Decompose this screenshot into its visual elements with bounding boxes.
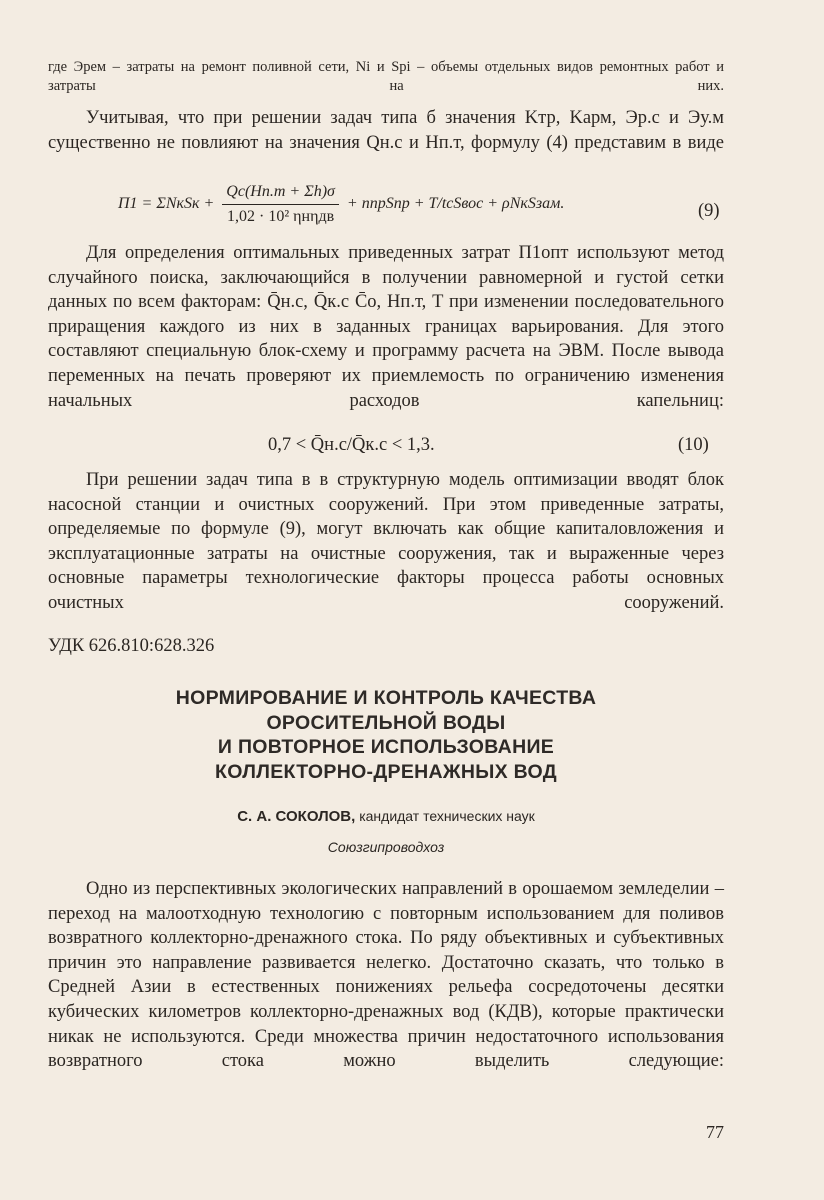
formula-9-denominator: 1,02 · 10² ηнηдв bbox=[227, 208, 335, 225]
equation-number-9: (9) bbox=[698, 201, 720, 221]
paragraph-4: Одно из перспективных экологических направлений в орошаемом земледелии – переход на малоотходную технологию с повторным использованием для поливов возвратного коллекторно-дренажного стока. По ряду объективных и субъективных причин это направление развивается нелегко. Достаточно сказать, что только в Средней Азии в естественных понижениях рельефа сосредоточены десятки кубических километров коллекторно-дренажных вод (КДВ), которые практически никак не используются. Среди множества причин недостаточного использования возвратного стока можно выделить следующие: bbox=[48, 879, 724, 1072]
formula-9-fraction bbox=[222, 182, 339, 227]
author-name: С. А. СОКОЛОВ, bbox=[237, 808, 356, 825]
formula-9-right: + nпрSпр + T/tсSвос + ρNкSзам. bbox=[346, 195, 565, 213]
article-title bbox=[48, 686, 724, 784]
author-line bbox=[48, 808, 724, 825]
article-title-line-4: КОЛЛЕКТОРНО-ДРЕНАЖНЫХ ВОД bbox=[215, 760, 557, 783]
paragraph-2: Для определения оптимальных приведенных затрат П1опт используют метод случайного поиска, заключающийся в получении равномерной и густой сетки данных по всем факторам: Q̄н.с, Q̄к.с C̄о, Hп.т, T при изменении последовательного приращения каждого из них в заданных границах варьирования. Для этого составляют специальную блок-схему и программу расчета на ЭВМ. После вывода переменных на печать проверяют их приемлемость по ограничению изменения начальных расходов капельниц: bbox=[48, 243, 724, 411]
article-title-line-1: НОРМИРОВАНИЕ И КОНТРОЛЬ КАЧЕСТВА bbox=[175, 687, 597, 709]
equation-number-10: (10) bbox=[678, 435, 709, 455]
formula-9-left: П1 = ΣNкSк + bbox=[118, 195, 215, 213]
formula-9-numerator: Qс(Hп.т + Σh)σ bbox=[222, 182, 339, 205]
paragraph-1: Учитывая, что при решении задач типа б значения Kтр, Kарм, Эр.с и Эу.м существенно не повлияют на значения Qн.с и Hп.т, формулу (4) представим в виде bbox=[48, 108, 724, 153]
formula-9 bbox=[118, 182, 564, 227]
udk-code: УДК 626.810:628.326 bbox=[48, 636, 215, 656]
page-number: 77 bbox=[706, 1122, 724, 1142]
affiliation: Союзгипроводхоз bbox=[327, 839, 445, 855]
paragraph-3: При решении задач типа в в структурную модель оптимизации вводят блок насосной станции и очистных сооружений. При этом приведенные затраты, определяемые по формуле (9), могут включать как общие капиталовложения и эксплуатационные затраты на очистные сооружения, так и выраженные через основные параметры технологические факторы процесса работы основных очистных сооружений. bbox=[48, 470, 724, 613]
article-title-line-2: ОРОСИТЕЛЬНОЙ ВОДЫ bbox=[266, 711, 506, 734]
paragraph-intro: где Эрем – затраты на ремонт поливной сети, Ni и Spi – объемы отдельных видов ремонтных работ и затраты на них. bbox=[48, 59, 724, 94]
author-degree: кандидат технических наук bbox=[355, 808, 535, 824]
article-title-line-3: И ПОВТОРНОЕ ИСПОЛЬЗОВАНИЕ bbox=[217, 736, 555, 758]
formula-10: 0,7 < Q̄н.с/Q̄к.с < 1,3. bbox=[268, 435, 435, 455]
